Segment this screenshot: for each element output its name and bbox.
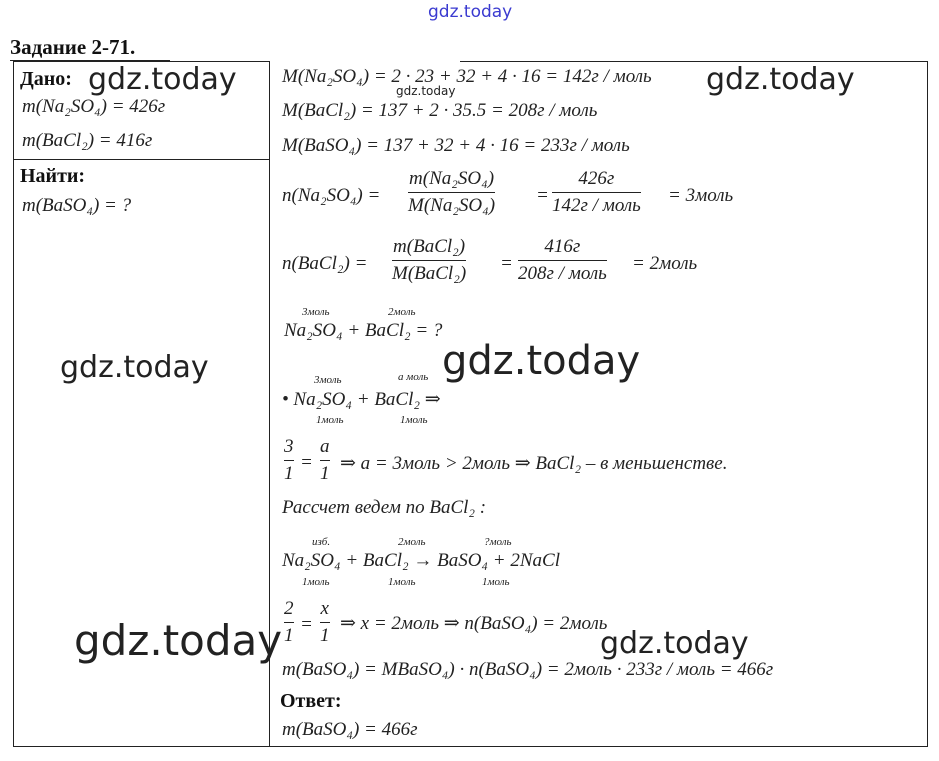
fraction-numerator: 3: [284, 436, 294, 457]
n-bacl2-result: = 2моль: [632, 253, 698, 274]
fraction-denominator: 1: [284, 463, 294, 484]
fraction-bar: [518, 260, 607, 261]
fraction-numerator: a: [320, 436, 330, 457]
reaction1-above-na2so4: 3моль: [302, 306, 330, 318]
final-mass-calculation: m(BaSO₄) = MBaSO₄) · n(BaSO₄) = 2моль · 233г / моль = 466г: [282, 659, 774, 680]
watermark-dano: gdz.today: [88, 62, 237, 97]
fraction-numerator: 2: [284, 598, 294, 619]
equals-sign: =: [536, 185, 549, 206]
equals-sign: =: [300, 614, 313, 635]
fraction-numerator: 416г: [544, 236, 581, 257]
watermark-center-mid: gdz.today: [442, 338, 641, 384]
reaction3-above-na2so4: изб.: [312, 536, 331, 548]
n-bacl2-fraction-1: [392, 236, 466, 285]
proportion2-fraction-2: [320, 598, 330, 647]
n-na2so4-fraction-1: [408, 168, 495, 217]
reaction2-below-bacl2: 1моль: [400, 414, 428, 426]
equals-sign: =: [500, 253, 513, 274]
proportion1-fraction-1: [284, 436, 294, 485]
fraction-denominator: 1: [320, 625, 330, 646]
answer-header: Ответ:: [280, 690, 342, 712]
fraction-denominator: M(Na₂SO₄): [408, 195, 496, 216]
given-header: Дано:: [20, 68, 72, 90]
reaction2-below-na2so4: 1моль: [316, 414, 344, 426]
table-right-border: [927, 61, 928, 747]
molar-mass-baso4: M(BaSO₄) = 137 + 32 + 4 · 16 = 233г / моль: [282, 135, 630, 156]
reaction3-below-bacl2: 1моль: [388, 576, 416, 588]
fraction-bar: [552, 192, 641, 193]
reaction2-above-bacl2: а моль: [398, 371, 429, 383]
given-find-divider: [13, 159, 270, 160]
fraction-numerator: 426г: [578, 168, 615, 189]
fraction-denominator: 1: [284, 625, 294, 646]
reaction1-above-bacl2: 2моль: [388, 306, 416, 318]
watermark-bottom-left: gdz.today: [74, 616, 283, 665]
watermark-left-mid: gdz.today: [60, 350, 209, 385]
reaction2-above-na2so4: 3моль: [314, 374, 342, 386]
fraction-denominator: 142г / моль: [552, 195, 641, 216]
fraction-bar: [320, 460, 330, 461]
given-mass-na2so4: m(Na₂SO₄) = 426г: [22, 96, 166, 117]
proportion1-fraction-2: [320, 436, 330, 485]
watermark-bottom-right: gdz.today: [600, 626, 749, 661]
calculation-note: Рассчет ведем по BaCl₂ :: [282, 497, 487, 518]
proportion2-fraction-1: [284, 598, 294, 647]
reaction3-above-baso4: ?моль: [484, 536, 512, 548]
molar-mass-na2so4: M(Na₂SO₄) = 2 · 23 + 32 + 4 · 16 = 142г / моль: [282, 66, 652, 87]
fraction-bar: [408, 192, 495, 193]
n-na2so4-lhs: n(Na₂SO₄) =: [282, 185, 381, 206]
reaction2-equation: • Na₂SO₄ + BaCl₂ ⇒: [282, 389, 441, 410]
n-bacl2-fraction-2: [518, 236, 607, 285]
fraction-bar: [392, 260, 466, 261]
fraction-denominator: 208г / моль: [518, 263, 607, 284]
proportion1-conclusion: ⇒ a = 3моль > 2моль ⇒ BaCl₂ – в меньшенстве.: [340, 453, 728, 474]
fraction-denominator: M(BaCl₂): [392, 263, 467, 284]
given-mass-bacl2: m(BaCl₂) = 416г: [22, 130, 153, 151]
answer-value: m(BaSO₄) = 466г: [282, 719, 418, 740]
n-bacl2-lhs: n(BaCl₂) =: [282, 253, 368, 274]
find-header: Найти:: [20, 165, 86, 187]
task-title: Задание 2-71.: [10, 35, 136, 59]
reaction3-below-baso4: 1моль: [482, 576, 510, 588]
reaction1-equation: Na₂SO₄ + BaCl₂ = ?: [284, 320, 443, 341]
watermark-right-top: gdz.today: [706, 62, 855, 97]
table-top-right: [460, 61, 927, 62]
table-bottom-border: [13, 746, 928, 747]
fraction-numerator: x: [320, 598, 329, 619]
table-left-border: [13, 61, 14, 747]
reaction3-below-na2so4: 1моль: [302, 576, 330, 588]
molar-mass-bacl2: M(BaCl₂) = 137 + 2 · 35.5 = 208г / моль: [282, 100, 598, 121]
reaction3-equation: Na₂SO₄ + BaCl₂ → BaSO₄ + 2NaCl: [282, 550, 560, 571]
watermark-top: gdz.today: [428, 2, 513, 22]
proportion2-conclusion: ⇒ x = 2моль ⇒ n(BaSO₄) = 2моль: [340, 613, 608, 634]
reaction3-above-bacl2: 2моль: [398, 536, 426, 548]
fraction-numerator: m(BaCl₂): [393, 236, 466, 257]
fraction-denominator: 1: [320, 463, 330, 484]
find-mass-baso4: m(BaSO₄) = ?: [22, 195, 132, 216]
fraction-bar: [284, 622, 294, 623]
watermark-small-top: gdz.today: [396, 84, 456, 98]
n-na2so4-result: = 3моль: [668, 185, 734, 206]
fraction-numerator: m(Na₂SO₄): [409, 168, 495, 189]
equals-sign: =: [300, 452, 313, 473]
n-na2so4-fraction-2: [552, 168, 641, 217]
fraction-bar: [320, 622, 330, 623]
fraction-bar: [284, 460, 294, 461]
